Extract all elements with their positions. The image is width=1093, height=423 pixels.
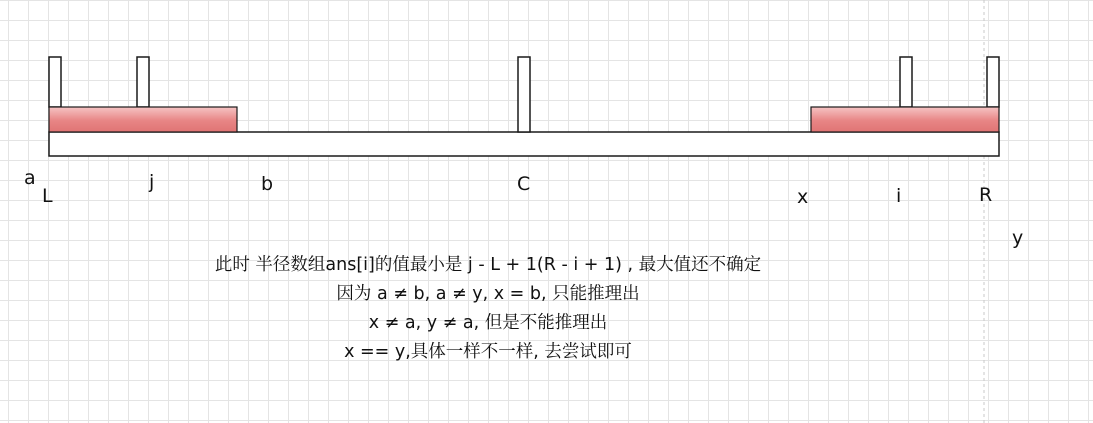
tick-marker-L <box>49 57 61 107</box>
label-y: y <box>1012 227 1024 249</box>
caption-line-4: x == y,具体一样不一样, 去尝试即可 <box>344 342 632 362</box>
label-R: R <box>979 184 993 206</box>
label-i: i <box>896 185 902 207</box>
explanation-caption <box>100 251 876 367</box>
label-C: C <box>517 173 531 195</box>
tick-marker-i <box>900 57 912 107</box>
label-b: b <box>261 173 274 195</box>
tick-marker-j <box>137 57 149 107</box>
tick-marker-C <box>518 57 530 132</box>
caption-line-1: 此时 半径数组ans[i]的值最小是 j - L + 1(R - i + 1) , 最大值还不确定 <box>214 255 762 275</box>
label-x: x <box>797 186 809 208</box>
tick-marker-R <box>987 57 999 107</box>
array-bar <box>49 132 999 156</box>
label-L: L <box>42 185 53 207</box>
label-a: a <box>24 167 36 189</box>
left-palindrome-region <box>49 107 237 132</box>
label-j: j <box>149 171 155 193</box>
caption-line-3: x ≠ a, y ≠ a, 但是不能推理出 <box>368 313 608 333</box>
right-palindrome-region <box>811 107 999 132</box>
caption-line-2: 因为 a ≠ b, a ≠ y, x = b, 只能推理出 <box>336 284 640 304</box>
